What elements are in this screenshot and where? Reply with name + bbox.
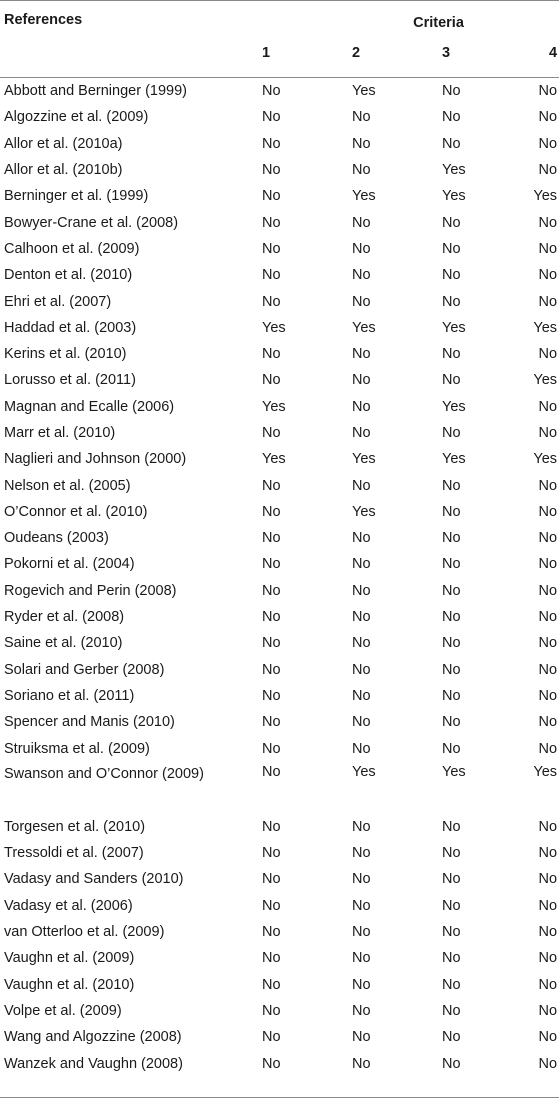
criteria-4-cell: No [538, 871, 558, 888]
criteria-4-cell: No [538, 950, 558, 967]
criteria-4-cell: Yes [533, 319, 558, 336]
criteria-4-cell: No [538, 346, 558, 363]
reference-cell: Naglieri and Johnson (2000) [4, 451, 187, 468]
reference-cell: Spencer and Manis (2010) [4, 714, 175, 731]
criteria-3-cell: No [442, 635, 461, 652]
reference-cell: Abbott and Berninger (1999) [4, 83, 187, 100]
criteria-3-cell: No [442, 609, 461, 626]
criteria-3-cell: No [442, 346, 461, 363]
table-row [0, 209, 559, 235]
criteria-3-cell: No [442, 530, 461, 547]
criteria-1-cell: No [262, 372, 281, 389]
table-row [0, 262, 559, 288]
criteria-4-cell: No [538, 398, 558, 415]
table-row [0, 630, 559, 656]
table-row [0, 709, 559, 735]
criteria-2-cell: No [352, 661, 371, 678]
criteria-3-cell: Yes [442, 398, 466, 415]
criteria-2-cell: No [352, 924, 371, 941]
reference-cell: Lorusso et al. (2011) [4, 372, 136, 389]
criteria-1-cell: No [262, 871, 281, 888]
criteria-1-cell: No [262, 609, 281, 626]
criteria-4-cell: No [538, 818, 558, 835]
reference-cell: Kerins et al. (2010) [4, 346, 127, 363]
criteria-1-cell: No [262, 582, 281, 599]
criteria-4-cell: No [538, 135, 558, 152]
criteria-2-cell: Yes [352, 188, 376, 205]
table-header [0, 1, 559, 79]
table-row [0, 683, 559, 709]
criteria-1-cell: No [262, 530, 281, 547]
criteria-1-cell: Yes [262, 398, 286, 415]
criteria-1-cell: No [262, 687, 281, 704]
criteria-header-4: 4 [548, 45, 558, 61]
table-row [0, 945, 559, 971]
reference-cell: Calhoon et al. (2009) [4, 240, 140, 257]
criteria-4-cell: No [538, 503, 558, 520]
criteria-4-cell: No [538, 687, 558, 704]
table-row [0, 420, 559, 446]
table-row [0, 893, 559, 919]
criteria-2-cell: No [352, 109, 371, 126]
criteria-4-cell: No [538, 1002, 558, 1019]
criteria-4-cell: No [538, 924, 558, 941]
table-row [0, 446, 559, 472]
criteria-2-cell: No [352, 556, 371, 573]
criteria-2-cell: No [352, 871, 371, 888]
reference-cell: Ryder et al. (2008) [4, 609, 125, 626]
criteria-3-cell: Yes [442, 451, 466, 468]
table-row [0, 236, 559, 262]
criteria-1-cell: No [262, 976, 281, 993]
reference-cell: Swanson and O’Connor (2009) [4, 765, 204, 782]
criteria-3-cell: No [442, 240, 461, 257]
criteria-4-cell: Yes [533, 451, 558, 468]
table-row [0, 551, 559, 577]
criteria-3-cell: No [442, 214, 461, 231]
criteria-group-header: Criteria [258, 1, 559, 46]
reference-cell: Solari and Gerber (2008) [4, 661, 165, 678]
criteria-3-cell: No [442, 582, 461, 599]
criteria-4-cell: No [538, 293, 558, 310]
criteria-3-cell: No [442, 897, 461, 914]
reference-cell: Oudeans (2003) [4, 530, 109, 547]
criteria-1-cell: No [262, 240, 281, 257]
criteria-2-cell: No [352, 240, 371, 257]
reference-cell: Magnan and Ecalle (2006) [4, 398, 175, 415]
criteria-3-cell: No [442, 135, 461, 152]
criteria-2-cell: No [352, 425, 371, 441]
table-row [0, 1024, 559, 1050]
table-row [0, 394, 559, 420]
reference-cell: Soriano et al. (2011) [4, 687, 135, 704]
criteria-3-cell: No [442, 83, 461, 100]
reference-cell: Algozzine et al. (2009) [4, 109, 149, 126]
table-row [0, 157, 559, 183]
criteria-4-cell: No [538, 425, 558, 441]
criteria-3-cell: No [442, 556, 461, 573]
criteria-4-cell: No [538, 162, 558, 179]
criteria-1-cell: No [262, 635, 281, 652]
criteria-1-cell: No [262, 1002, 281, 1019]
criteria-4-cell: No [538, 530, 558, 547]
table-row [0, 814, 559, 840]
criteria-2-cell: Yes [352, 451, 376, 468]
table-row [0, 131, 559, 157]
criteria-1-cell: Yes [262, 319, 286, 336]
criteria-3-cell: No [442, 740, 461, 757]
criteria-1-cell: No [262, 714, 281, 731]
criteria-2-cell: No [352, 1055, 371, 1072]
criteria-2-cell: No [352, 818, 371, 835]
table-row [0, 762, 559, 814]
criteria-3-cell: Yes [442, 319, 466, 336]
criteria-4-cell: No [538, 109, 558, 126]
reference-cell: Wanzek and Vaughn (2008) [4, 1055, 183, 1072]
reference-cell: van Otterloo et al. (2009) [4, 924, 165, 941]
criteria-2-cell: No [352, 845, 371, 862]
criteria-1-cell: No [262, 1055, 281, 1072]
criteria-1-cell: No [262, 135, 281, 152]
reference-cell: Bowyer-Crane et al. (2008) [4, 214, 179, 231]
criteria-4-cell: No [538, 477, 558, 494]
criteria-3-cell: No [442, 503, 461, 520]
criteria-2-cell: No [352, 1002, 371, 1019]
criteria-4-cell: No [538, 267, 558, 284]
table-row [0, 315, 559, 341]
criteria-4-cell: No [538, 1055, 558, 1072]
table-row [0, 104, 559, 130]
criteria-4-cell: Yes [533, 763, 558, 780]
criteria-3-cell: No [442, 425, 461, 441]
criteria-1-cell: No [262, 188, 281, 205]
criteria-4-cell: No [538, 582, 558, 599]
table-row [0, 472, 559, 498]
table-row [0, 525, 559, 551]
table-row [0, 578, 559, 604]
reference-cell: Vadasy and Sanders (2010) [4, 871, 184, 888]
criteria-1-cell: No [262, 661, 281, 678]
criteria-2-cell: No [352, 372, 371, 389]
criteria-3-cell: No [442, 714, 461, 731]
reference-cell: Ehri et al. (2007) [4, 293, 112, 310]
criteria-2-cell: Yes [352, 319, 376, 336]
criteria-2-cell: No [352, 897, 371, 914]
criteria-1-cell: No [262, 763, 281, 780]
table-row [0, 866, 559, 892]
criteria-1-cell: No [262, 556, 281, 573]
criteria-4-cell: No [538, 556, 558, 573]
criteria-header-1: 1 [262, 45, 271, 61]
criteria-3-cell: No [442, 818, 461, 835]
criteria-1-cell: No [262, 845, 281, 862]
references-column-header: References [0, 1, 258, 78]
criteria-1-cell: No [262, 924, 281, 941]
table-row [0, 998, 559, 1024]
criteria-1-cell: No [262, 425, 281, 441]
criteria-3-cell: No [442, 924, 461, 941]
criteria-4-cell: No [538, 1029, 558, 1046]
criteria-4-cell: No [538, 609, 558, 626]
criteria-2-cell: No [352, 530, 371, 547]
criteria-3-cell: Yes [442, 188, 466, 205]
criteria-4-cell: No [538, 214, 558, 231]
table-row [0, 499, 559, 525]
criteria-1-cell: No [262, 346, 281, 363]
reference-cell: Marr et al. (2010) [4, 425, 116, 441]
criteria-1-cell: No [262, 503, 281, 520]
criteria-2-cell: No [352, 267, 371, 284]
reference-cell: Volpe et al. (2009) [4, 1002, 122, 1019]
reference-cell: Allor et al. (2010a) [4, 135, 123, 152]
criteria-1-cell: No [262, 818, 281, 835]
criteria-3-cell: No [442, 976, 461, 993]
reference-cell: Tressoldi et al. (2007) [4, 845, 144, 862]
table-row [0, 919, 559, 945]
criteria-1-cell: No [262, 897, 281, 914]
criteria-4-cell: No [538, 976, 558, 993]
criteria-3-cell: No [442, 293, 461, 310]
criteria-2-cell: Yes [352, 763, 376, 780]
reference-cell: Wang and Algozzine (2008) [4, 1029, 182, 1046]
criteria-2-cell: No [352, 950, 371, 967]
reference-cell: Berninger et al. (1999) [4, 188, 149, 205]
reference-cell: Pokorni et al. (2004) [4, 556, 135, 573]
criteria-4-cell: No [538, 635, 558, 652]
criteria-2-cell: No [352, 398, 371, 415]
criteria-2-cell: No [352, 609, 371, 626]
criteria-2-cell: Yes [352, 83, 376, 100]
reference-cell: Vadasy et al. (2006) [4, 897, 133, 914]
criteria-3-cell: No [442, 1055, 461, 1072]
reference-cell: Struiksma et al. (2009) [4, 740, 150, 757]
criteria-3-cell: No [442, 1002, 461, 1019]
table-row [0, 288, 559, 314]
criteria-1-cell: No [262, 162, 281, 179]
criteria-1-cell: Yes [262, 451, 286, 468]
criteria-4-cell: Yes [533, 188, 558, 205]
criteria-2-cell: No [352, 687, 371, 704]
table-row [0, 367, 559, 393]
criteria-1-cell: No [262, 950, 281, 967]
criteria-1-cell: No [262, 293, 281, 310]
criteria-3-cell: No [442, 687, 461, 704]
criteria-2-cell: No [352, 346, 371, 363]
reference-cell: Torgesen et al. (2010) [4, 818, 146, 835]
criteria-3-cell: Yes [442, 162, 466, 179]
criteria-2-cell: No [352, 214, 371, 231]
criteria-1-cell: No [262, 83, 281, 100]
table-row [0, 604, 559, 630]
criteria-3-cell: No [442, 477, 461, 494]
table-row [0, 735, 559, 761]
criteria-3-cell: No [442, 267, 461, 284]
criteria-3-cell: No [442, 661, 461, 678]
criteria-2-cell: No [352, 162, 371, 179]
criteria-4-cell: No [538, 897, 558, 914]
criteria-4-cell: No [538, 240, 558, 257]
reference-cell: Vaughn et al. (2009) [4, 950, 135, 967]
criteria-3-cell: No [442, 1029, 461, 1046]
criteria-4-cell: No [538, 661, 558, 678]
reference-cell: Vaughn et al. (2010) [4, 976, 135, 993]
criteria-2-cell: No [352, 293, 371, 310]
criteria-4-cell: No [538, 714, 558, 731]
table-row [0, 341, 559, 367]
reference-cell: Allor et al. (2010b) [4, 162, 123, 179]
criteria-4-cell: No [538, 845, 558, 862]
table-body [0, 78, 559, 1077]
criteria-2-cell: No [352, 1029, 371, 1046]
criteria-1-cell: No [262, 1029, 281, 1046]
table-row [0, 840, 559, 866]
criteria-header-3: 3 [442, 45, 451, 61]
reference-cell: Rogevich and Perin (2008) [4, 582, 177, 599]
criteria-1-cell: No [262, 740, 281, 757]
criteria-1-cell: No [262, 214, 281, 231]
criteria-2-cell: No [352, 635, 371, 652]
criteria-3-cell: No [442, 372, 461, 389]
criteria-3-cell: No [442, 871, 461, 888]
table-row [0, 1050, 559, 1076]
criteria-2-cell: No [352, 714, 371, 731]
table-bottom-rule [0, 1097, 559, 1098]
criteria-4-cell: Yes [533, 372, 558, 389]
reference-cell: Denton et al. (2010) [4, 267, 133, 284]
reference-cell: Haddad et al. (2003) [4, 319, 137, 336]
reference-cell: O’Connor et al. (2010) [4, 503, 148, 520]
table-row [0, 972, 559, 998]
criteria-4-cell: No [538, 740, 558, 757]
criteria-2-cell: No [352, 740, 371, 757]
table-row [0, 78, 559, 104]
criteria-2-cell: No [352, 135, 371, 152]
criteria-1-cell: No [262, 477, 281, 494]
criteria-2-cell: No [352, 582, 371, 599]
criteria-header-2: 2 [352, 45, 361, 61]
criteria-3-cell: Yes [442, 763, 466, 780]
reference-cell: Nelson et al. (2005) [4, 477, 131, 494]
criteria-2-cell: No [352, 976, 371, 993]
table-row [0, 183, 559, 209]
criteria-2-cell: No [352, 477, 371, 494]
criteria-3-cell: No [442, 845, 461, 862]
reference-cell: Saine et al. (2010) [4, 635, 123, 652]
criteria-3-cell: No [442, 950, 461, 967]
criteria-1-cell: No [262, 267, 281, 284]
criteria-2-cell: Yes [352, 503, 376, 520]
criteria-4-cell: No [538, 83, 558, 100]
criteria-3-cell: No [442, 109, 461, 126]
criteria-1-cell: No [262, 109, 281, 126]
table-row [0, 657, 559, 683]
